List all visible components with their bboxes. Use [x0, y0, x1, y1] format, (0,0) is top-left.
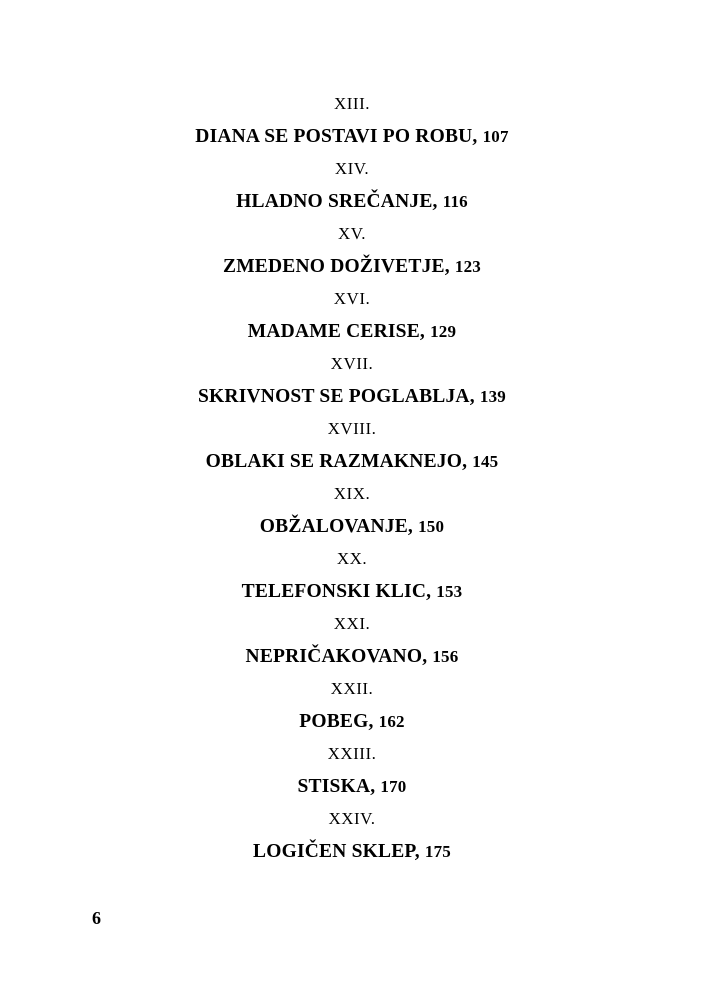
chapter-page-number: 153: [436, 582, 463, 601]
toc-entry: [0, 348, 704, 413]
chapter-numeral: XVIII.: [327, 419, 377, 438]
chapter-numeral: XVI.: [333, 289, 371, 308]
chapter-title-line: [0, 640, 704, 673]
toc-entry: [0, 413, 704, 478]
table-of-contents: [0, 88, 704, 868]
chapter-title-line: [0, 380, 704, 413]
toc-entry: [0, 543, 704, 608]
chapter-title: POBEG,: [299, 711, 374, 732]
toc-entry: [0, 478, 704, 543]
chapter-title: OBLAKI SE RAZMAKNEJO,: [205, 451, 468, 472]
chapter-numeral: XXIII.: [327, 744, 377, 763]
chapter-numeral: XXII.: [330, 679, 374, 698]
chapter-title: NEPRIČAKOVANO,: [245, 646, 428, 667]
chapter-title: OBŽALOVANJE,: [259, 516, 413, 537]
chapter-numeral: XIV.: [334, 159, 370, 178]
chapter-numeral: XIX.: [333, 484, 371, 503]
page-folio-number: 6: [92, 908, 101, 928]
toc-entry: [0, 88, 704, 153]
chapter-title-line: [0, 770, 704, 803]
chapter-numeral: XX.: [336, 549, 368, 568]
chapter-page-number: 123: [454, 257, 481, 276]
chapter-page-number: 170: [380, 777, 407, 796]
chapter-page-number: 129: [430, 322, 457, 341]
chapter-numeral: XXI.: [333, 614, 371, 633]
chapter-title-line: [0, 185, 704, 218]
toc-entry: [0, 738, 704, 803]
chapter-title: SKRIVNOST SE POGLABLJA,: [198, 386, 475, 407]
chapter-title-line: [0, 705, 704, 738]
toc-entry: [0, 803, 704, 868]
chapter-page-number: 150: [418, 517, 445, 536]
chapter-page-number: 175: [424, 842, 451, 861]
chapter-title-line: [0, 575, 704, 608]
chapter-numeral: XXIV.: [328, 809, 376, 828]
chapter-page-number: 162: [378, 712, 405, 731]
chapter-title-line: [0, 445, 704, 478]
toc-entry: [0, 283, 704, 348]
chapter-title: DIANA SE POSTAVI PO ROBU,: [195, 126, 478, 147]
chapter-page-number: 139: [479, 387, 506, 406]
chapter-title-line: [0, 510, 704, 543]
chapter-title-line: [0, 315, 704, 348]
toc-entry: [0, 673, 704, 738]
chapter-title-line: [0, 250, 704, 283]
toc-entry: [0, 608, 704, 673]
chapter-title: TELEFONSKI KLIC,: [241, 581, 432, 602]
chapter-title: LOGIČEN SKLEP,: [253, 841, 420, 862]
chapter-title: MADAME CERISE,: [247, 321, 426, 342]
chapter-title: HLADNO SREČANJE,: [236, 191, 438, 212]
chapter-page-number: 145: [472, 452, 499, 471]
chapter-numeral: XVII.: [330, 354, 374, 373]
chapter-title: ZMEDENO DOŽIVETJE,: [223, 256, 450, 277]
chapter-page-number: 107: [482, 127, 509, 146]
chapter-numeral: XV.: [337, 224, 367, 243]
chapter-title-line: [0, 120, 704, 153]
chapter-page-number: 116: [442, 192, 468, 211]
chapter-title: STISKA,: [297, 776, 376, 797]
toc-entry: [0, 153, 704, 218]
chapter-title-line: [0, 835, 704, 868]
chapter-numeral: XIII.: [333, 94, 370, 113]
chapter-page-number: 156: [432, 647, 459, 666]
toc-entry: [0, 218, 704, 283]
